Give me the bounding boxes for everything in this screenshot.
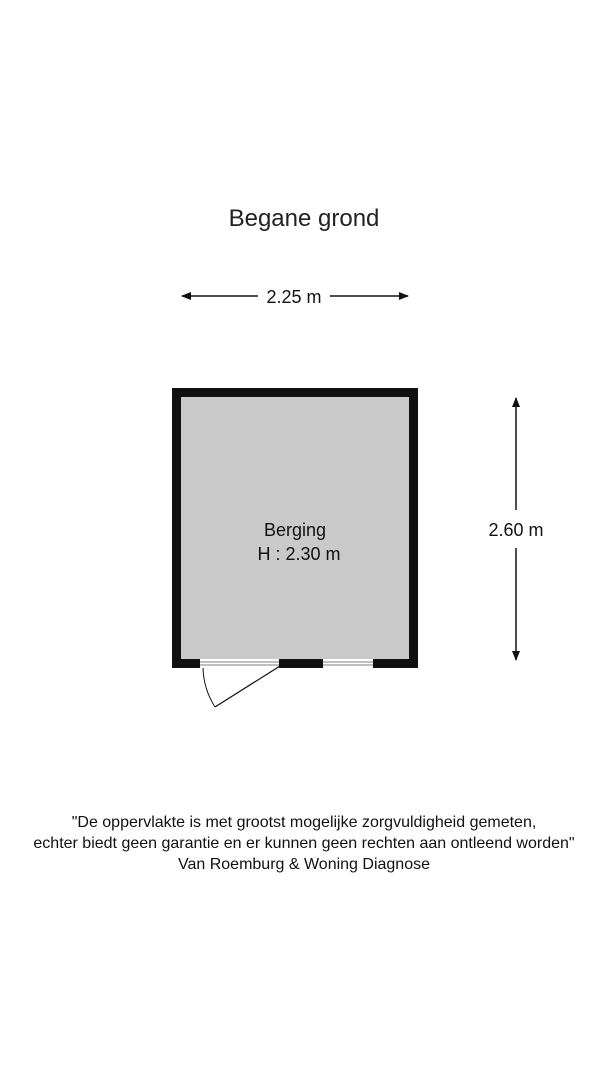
- disclaimer-line-2: echter biedt geen garantie en er kunnen geen rechten aan ontleend worden": [33, 835, 575, 852]
- disclaimer-line-3: Van Roemburg & Woning Diagnose: [178, 856, 430, 873]
- room-berging: [172, 388, 418, 707]
- door-post-left: [196, 659, 200, 668]
- door-opening: [197, 659, 285, 668]
- floor-title: Begane grond: [228, 205, 380, 232]
- disclaimer: [0, 812, 608, 875]
- window-post-left: [318, 659, 323, 668]
- width-label: 2.25 m: [266, 287, 322, 307]
- height-dimension: [488, 398, 543, 660]
- door-leaf: [215, 666, 280, 707]
- room-ceiling-height: H : 2.30 m: [257, 544, 341, 564]
- width-dimension: [182, 287, 408, 307]
- window-opening: [318, 659, 378, 668]
- height-label: 2.60 m: [488, 520, 544, 540]
- window-post-right: [373, 659, 378, 668]
- door-swing-arc: [203, 668, 215, 707]
- disclaimer-line-1: "De oppervlakte is met grootst mogelijke zorgvuldigheid gemeten,: [71, 814, 537, 831]
- room-name: Berging: [263, 520, 327, 540]
